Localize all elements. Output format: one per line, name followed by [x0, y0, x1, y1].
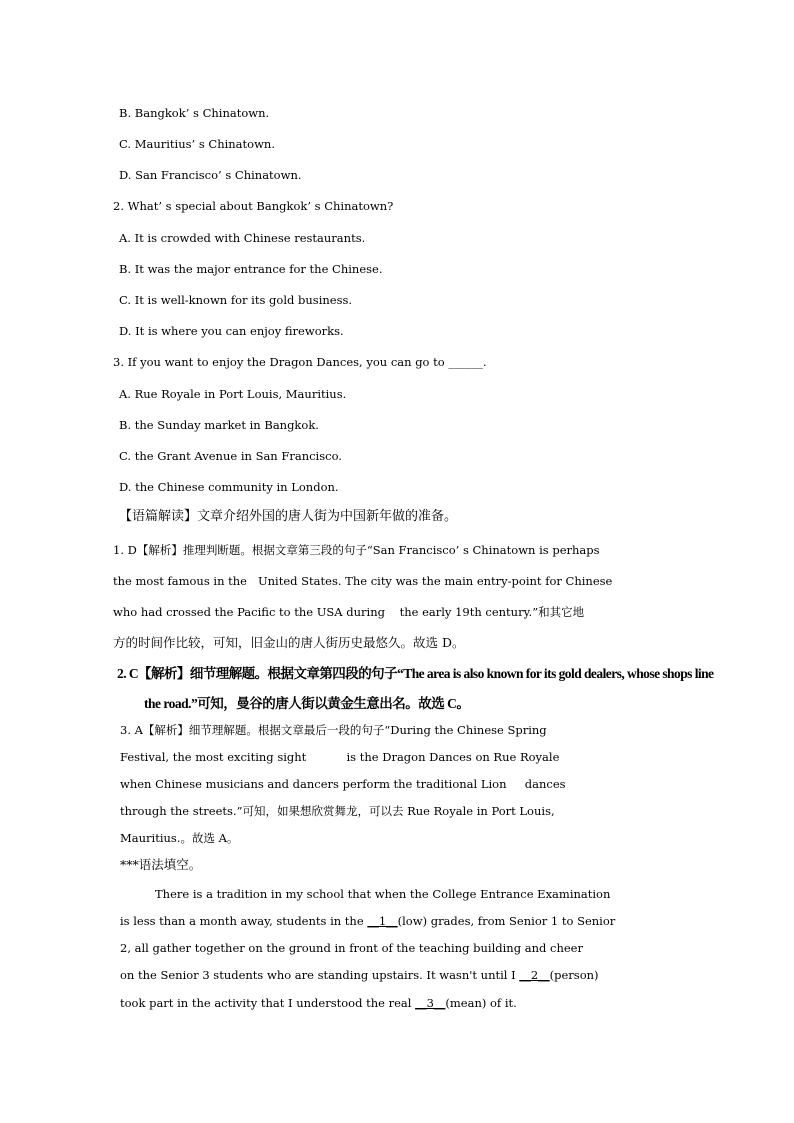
answer-3-line-3: when Chinese musicians and dancers perform the traditional Lion dances — [120, 777, 566, 791]
answer-3-line-1: 3. A【解析】细节理解题。根据文章最后一段的句子“During the Chinese Spring — [120, 723, 547, 737]
answer-2-line-2: the road.”可知，曼谷的唐人街以黄金生意出名。故选 C。 — [144, 696, 470, 711]
grammar-line-4 — [120, 967, 599, 983]
grammar-line-4-text: on the Senior 3 students who are standing upstairs. It wasn't until I — [120, 968, 520, 982]
answer-2-line-1: 2. C【解析】细节理解题。根据文章第四段的句子“The area is also known for its gold dealers, whose shops line — [117, 666, 714, 681]
q3-option-a: A. Rue Royale in Port Louis, Mauritius. — [119, 387, 347, 401]
answer-1-line-1: 1. D【解析】推理判断题。根据文章第三段的句子“San Francisco’ s Chinatown is perhaps — [113, 543, 600, 557]
grammar-heading: ***语法填空。 — [120, 857, 202, 872]
answer-3-line-2: Festival, the most exciting sight is the Dragon Dances on Rue Royale — [120, 750, 560, 764]
blank-1[interactable]: __1__ — [367, 914, 398, 928]
answer-1-line-4: 方的时间作比较，可知，旧金山的唐人街历史最悠久。故选 D。 — [113, 635, 465, 650]
grammar-line-5-rest: (mean) of it. — [445, 996, 517, 1010]
grammar-line-3: 2, all gather together on the ground in front of the teaching building and cheer — [120, 941, 583, 955]
blank-2[interactable]: __2__ — [519, 968, 550, 982]
grammar-line-2-text: is less than a month away, students in the — [120, 914, 368, 928]
grammar-line-1: There is a tradition in my school that when the College Entrance Examination — [155, 887, 611, 901]
answer-1-line-3: who had crossed the Pacific to the USA during the early 19th century.”和其它地 — [113, 605, 585, 619]
q3-option-c: C. the Grant Avenue in San Francisco. — [119, 449, 342, 463]
grammar-line-2 — [120, 913, 615, 929]
q2-option-c: C. It is well-known for its gold business. — [119, 293, 353, 307]
q1-option-b: B. Bangkok’ s Chinatown. — [119, 106, 270, 120]
q1-option-d: D. San Francisco’ s Chinatown. — [119, 168, 302, 182]
q3-option-b: B. the Sunday market in Bangkok. — [119, 418, 319, 432]
blank-3[interactable]: __3__ — [415, 996, 446, 1010]
q3-option-d: D. the Chinese community in London. — [119, 480, 339, 494]
q2-option-a: A. It is crowded with Chinese restaurants. — [119, 231, 366, 245]
passage-summary: 【语篇解读】文章介绍外国的唐人街为中国新年做的准备。 — [119, 509, 458, 524]
q2-option-d: D. It is where you can enjoy fireworks. — [119, 324, 344, 338]
q2-option-b: B. It was the major entrance for the Chinese. — [119, 262, 383, 276]
grammar-line-5-text: took part in the activity that I understood the real — [120, 996, 416, 1010]
answer-3-line-4: through the streets.”可知，如果想欣赏舞龙，可以去 Rue Royale in Port Louis, — [120, 804, 555, 818]
grammar-line-5 — [120, 995, 517, 1011]
answer-1-line-2: the most famous in the United States. The city was the main entry-point for Chinese — [113, 574, 613, 588]
q3-stem: 3. If you want to enjoy the Dragon Dances, you can go to ______. — [113, 355, 487, 369]
q1-option-c: C. Mauritius’ s Chinatown. — [119, 137, 275, 151]
grammar-line-4-rest: (person) — [549, 968, 599, 982]
answer-3-line-5: Mauritius.。故选 A。 — [120, 831, 239, 845]
grammar-line-2-rest: (low) grades, from Senior 1 to Senior — [397, 914, 616, 928]
q2-stem: 2. What’ s special about Bangkok’ s Chinatown? — [113, 199, 394, 213]
